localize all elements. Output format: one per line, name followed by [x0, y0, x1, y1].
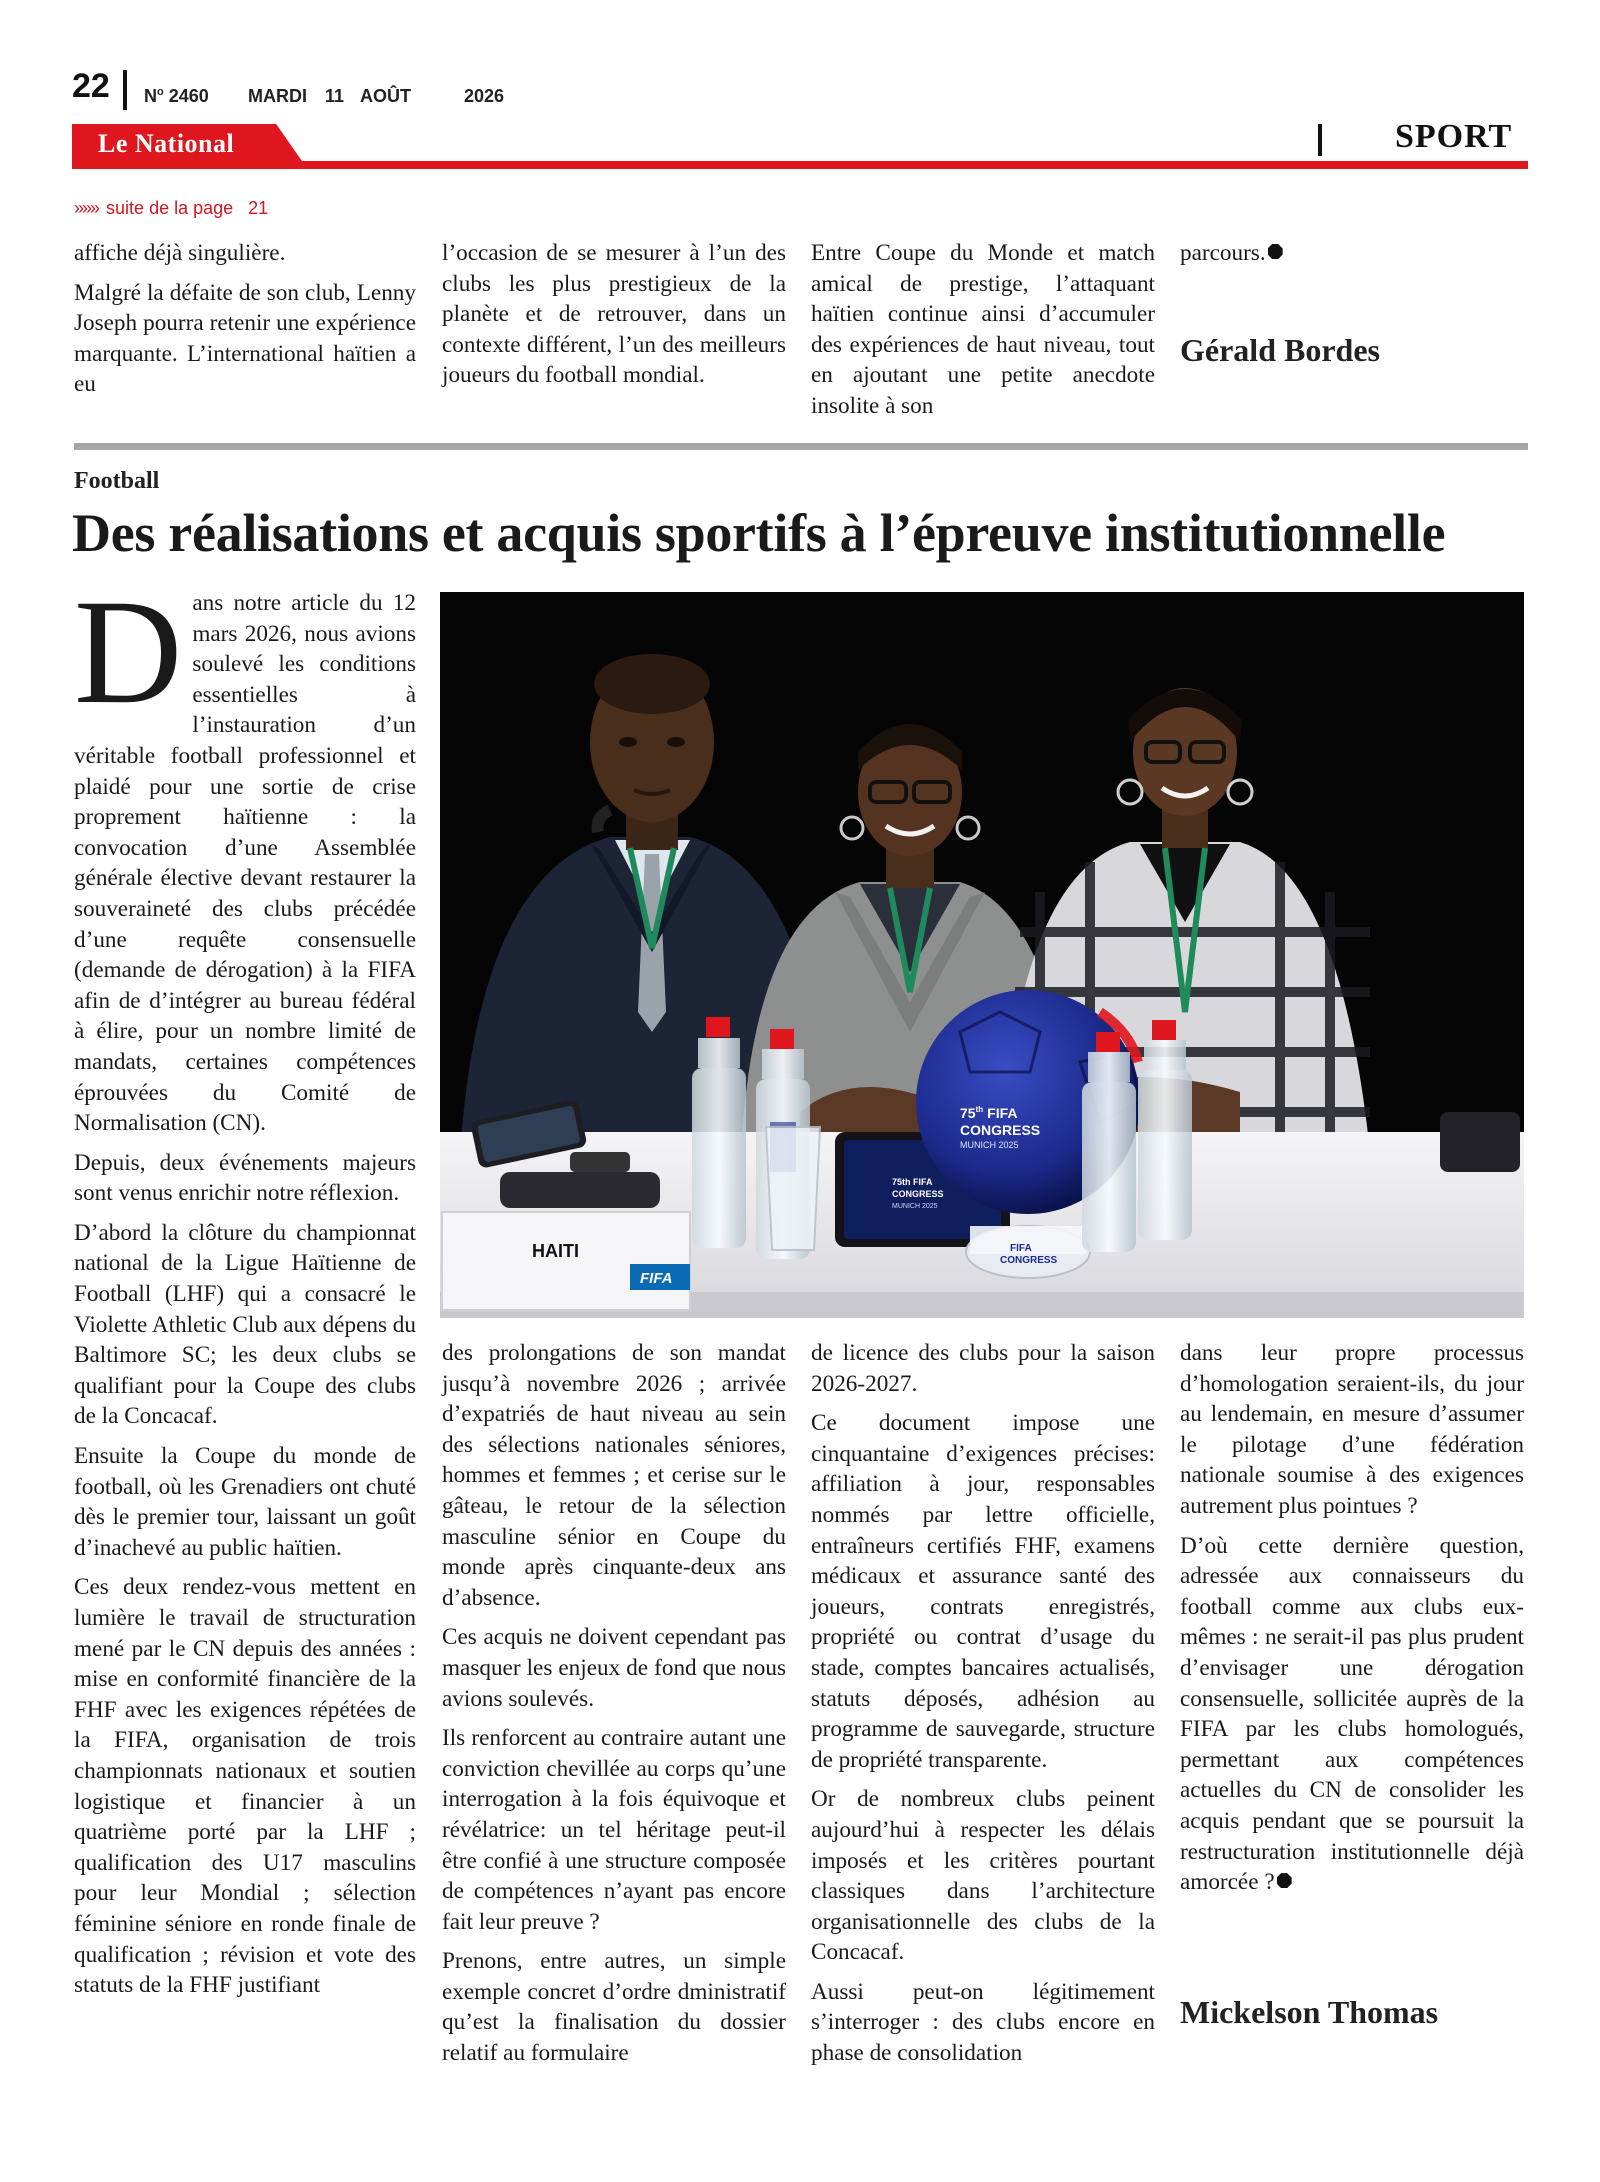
nameplate — [442, 1212, 690, 1310]
photo-illustration — [440, 592, 1524, 1318]
section-name: SPORT — [1395, 118, 1513, 155]
paragraph: affiche déjà singulière. — [74, 240, 286, 266]
continued-page: 21 — [248, 198, 269, 218]
ball-text-1-sup: th — [975, 1105, 984, 1114]
issue-number-value: 2460 — [168, 86, 209, 106]
continued-arrows-icon: »»» — [74, 198, 99, 218]
issue-prefix: N — [144, 86, 157, 106]
paragraph: dans leur propre processus d’homologation seraient-ils, du jour au lendemain, en mesure d’assumer le pilotage d’une fédération nationale soumise à des exigences autrement plus pointues ? — [1180, 1340, 1524, 1519]
tablet-line-3: MUNICH 2025 — [892, 1203, 938, 1210]
page-number: 22 — [72, 67, 110, 105]
article-col-4 — [1180, 1338, 1524, 1907]
issue-number — [144, 86, 209, 107]
paragraph: Or de nombreux clubs peinent aujourd’hui à respecter les délais imposés et les critères pourtant classiques dans l’architecture organisationnelle des clubs de la Concacaf. — [811, 1786, 1155, 1966]
water-bottle — [1082, 1032, 1136, 1252]
article-photo — [440, 592, 1524, 1318]
paragraph: parcours. — [1180, 240, 1266, 266]
paragraph: Aussi peut-on légitimement s’interroger : des clubs encore en phase de consolidation — [811, 1978, 1155, 2067]
section-divider — [1318, 124, 1322, 156]
stand-text-2: CONGRESS — [1000, 1255, 1058, 1266]
article-kicker: Football — [74, 468, 160, 494]
tablet-line-2: CONGRESS — [892, 1189, 944, 1199]
prev-article-col-2 — [442, 238, 786, 400]
drop-cap: D — [74, 569, 183, 735]
article-author: Mickelson Thomas — [1180, 1994, 1439, 2030]
article-col-2 — [442, 1338, 786, 2078]
masthead-rule — [72, 161, 1528, 169]
end-of-article-icon — [1277, 1873, 1292, 1888]
issue-date: 11 — [325, 86, 345, 106]
ball-text-2: CONGRESS — [960, 1122, 1041, 1138]
nameplate-brand: FIFA — [640, 1270, 673, 1287]
paragraph: de licence des clubs pour la saison 2026-2027. — [811, 1340, 1155, 1397]
article-col-3 — [811, 1338, 1155, 2078]
ball-text-1 — [960, 1105, 1017, 1121]
issue-day: MARDI — [248, 86, 307, 106]
ball-text-1-rest: FIFA — [987, 1105, 1018, 1121]
issue-month: AOÛT — [360, 86, 411, 106]
paragraph: Ce document impose une cinquantaine d’exigences précises: affiliation à jour, responsables nommés par lettre officielle, entraîneurs certifiés FHF, examens médicaux et assurance santé des joueurs, contrats enregistrés, propriété ou contrat d’usage du stade, comptes bancaires actualisés, statuts déposés, adhésion au programme de sauvegarde, structure de propriété transparente. — [811, 1410, 1155, 1773]
paragraph: Ils renforcent au contraire autant une conviction chevillée au corps qu’une interrogation à la fois équivoque et révélatrice: un tel héritage peut-il être confié à une structure composée de compétences n’ayant pas encore fait leur preuve ? — [442, 1725, 786, 1935]
issue-sup: o — [157, 86, 164, 98]
paragraph: D’où cette dernière question, adressée aux connaisseurs du football comme aux clubs eux-mêmes : ne serait-il pas plus prudent d’envisager une dérogation consensuelle, sollicitée auprès de la FIFA par les clubs homologués, permettant aux compétences actuelles du CN de consolider les acquis pendant que se poursuit la restructuration institutionnelle déjà amorcée ? — [1180, 1532, 1524, 1896]
newspaper-name: Le National — [98, 129, 235, 158]
paragraph: Depuis, deux événements majeurs sont venus enrichir notre réflexion. — [74, 1149, 416, 1207]
paragraph: Ensuite la Coupe du monde de football, où les Grenadiers ont chuté dès le premier tour, laissant un goût d’inachevé au public haïtien. — [74, 1443, 416, 1561]
nameplate-country: HAITI — [532, 1241, 579, 1261]
prev-article-col-4 — [1180, 238, 1524, 269]
issue-year: 2026 — [464, 86, 505, 106]
paragraph: des prolongations de son mandat jusqu’à novembre 2026 ; arrivée d’expatriés de haut niveau au sein des sélections nationales séniores, hommes et femmes ; et cerise sur le gâteau, le retour de la sélection masculine sénior en Coupe du monde après cinquante-deux ans d’absence. — [442, 1340, 786, 1611]
water-bottle — [692, 1017, 746, 1248]
header-divider — [123, 70, 127, 110]
tablet-line-1: 75th FIFA — [892, 1177, 933, 1187]
prev-article-author: Gérald Bordes — [1180, 332, 1380, 368]
water-bottle — [1138, 1020, 1192, 1240]
water-glass — [766, 1127, 820, 1250]
paragraph: l’occasion de se mesurer à l’un des clubs les plus prestigieux de la planète et de retrouver, dans un contexte différent, l’un des meilleurs joueurs du football mondial. — [442, 240, 786, 389]
ball-text-1-num: 75 — [960, 1105, 976, 1121]
phone-right — [1440, 1112, 1520, 1172]
continued-from — [74, 198, 268, 219]
prev-article-col-1 — [74, 238, 416, 409]
stand-text-1: FIFA — [1010, 1243, 1032, 1254]
prev-article-col-3 — [811, 238, 1155, 431]
article-headline: Des réalisations et acquis sportifs à l’épreuve institutionnelle — [72, 503, 1446, 563]
paragraph: Ces acquis ne doivent cependant pas masquer les enjeux de fond que nous avions soulevés. — [442, 1624, 786, 1712]
article-col-1 — [74, 569, 416, 2010]
article-separator — [74, 443, 1528, 450]
continued-text: suite de la page — [106, 198, 234, 218]
ball-stand — [966, 1226, 1090, 1278]
paragraph: Malgré la défaite de son club, Lenny Joseph pourra retenir une expérience marquante. L’international haïtien a eu — [74, 279, 416, 398]
ball-text-3: MUNICH 2025 — [960, 1140, 1019, 1150]
paragraph: D’abord la clôture du championnat national de la Ligue Haïtienne de Football (LHF) qui a consacré le Violette Athletic Club aux dépens du Baltimore SC; les deux clubs se qualifiant pour la Coupe des clubs de la Concacaf. — [74, 1219, 416, 1430]
paragraph: Ces deux rendez-vous mettent en lumière le travail de structuration mené par le CN depuis des années : mise en conformité financière de la FHF avec les exigences répétées de la FIFA, organisation de trois championnats nationaux et soutien logistique et financier à un quatrième porté par la LHF ; qualification des U17 masculins pour leur Mondial ; sélection féminine séniore en ronde finale de qualification ; révision et vote des statuts de la FHF justifiant — [74, 1574, 416, 1999]
lead-paragraph: ans notre article du 12 mars 2026, nous avions soulevé les conditions essentielles à l’instauration d’un véritable football professionnel et plaidé pour une sortie de crise proprement haïtienne : la convocation d’une Assemblée générale élective devant restaurer la souveraineté des clubs précédée d’une requête consensuelle (demande de dérogation) à la FIFA afin de d’intégrer au bureau fédéral à élire, pour un nombre limité de mandats, certaines compétences éprouvées du Comité de Normalisation (CN). — [74, 590, 416, 1137]
paragraph: Prenons, entre autres, un simple exemple concret d’ordre dministratif qu’est la finalisation du dossier relatif au formulaire — [442, 1948, 786, 2067]
paragraph: Entre Coupe du Monde et match amical de prestige, l’attaquant haïtien continue ainsi d’accumuler des expériences de haut niveau, tout en ajoutant une petite anecdote insolite à son — [811, 240, 1155, 419]
end-of-article-icon — [1268, 244, 1283, 259]
